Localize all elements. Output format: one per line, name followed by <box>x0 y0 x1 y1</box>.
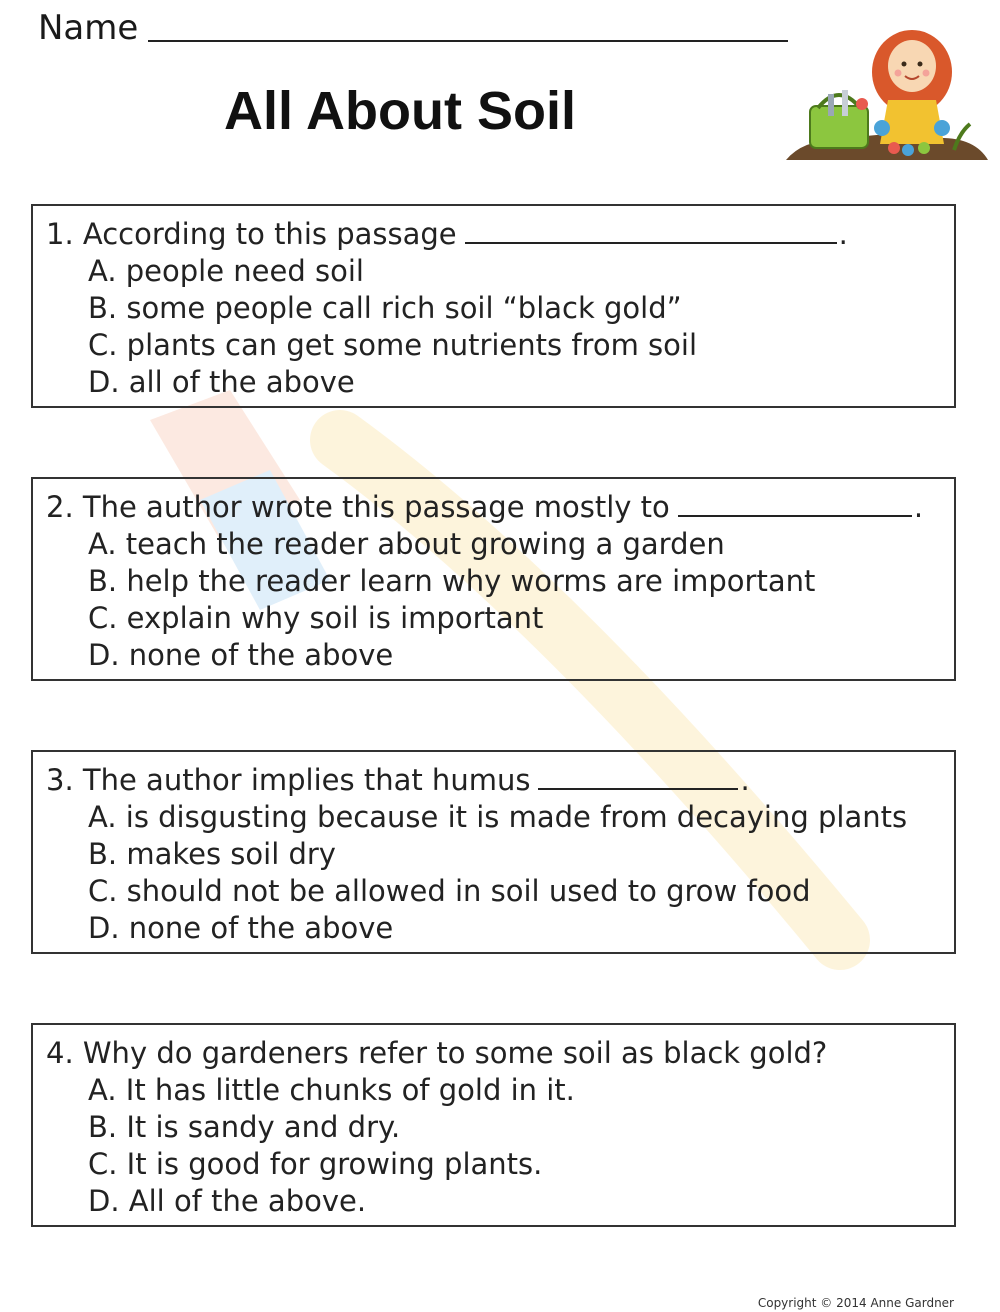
question-4-option-c[interactable]: C. It is good for growing plants. <box>88 1147 543 1181</box>
question-3-option-c[interactable]: C. should not be allowed in soil used to grow food <box>88 874 811 908</box>
question-4-option-b[interactable]: B. It is sandy and dry. <box>88 1110 401 1144</box>
gardener-clipart <box>784 20 990 165</box>
question-4-box <box>31 1023 956 1227</box>
question-2-option-d[interactable]: D. none of the above <box>88 638 394 672</box>
question-3-option-d[interactable]: D. none of the above <box>88 911 394 945</box>
question-2-option-b[interactable]: B. help the reader learn why worms are important <box>88 564 816 598</box>
question-1-option-c[interactable]: C. plants can get some nutrients from soil <box>88 328 698 362</box>
question-4-text: 4. Why do gardeners refer to some soil as black gold? <box>46 1036 828 1070</box>
name-row <box>38 6 788 50</box>
question-2-period: . <box>913 490 924 524</box>
question-3-answer-blank[interactable] <box>538 762 738 790</box>
question-1-text: 1. According to this passage <box>46 217 457 251</box>
question-2-box <box>31 477 956 681</box>
name-field[interactable] <box>148 40 788 42</box>
copyright-notice: Copyright © 2014 Anne Gardner <box>757 1296 954 1310</box>
question-1-option-a[interactable]: A. people need soil <box>88 254 364 288</box>
question-2-answer-blank[interactable] <box>678 489 912 517</box>
page-title: All About Soil <box>224 81 576 141</box>
question-1-option-b[interactable]: B. some people call rich soil “black gold” <box>88 291 682 325</box>
question-3-box <box>31 750 956 954</box>
question-3-text: 3. The author implies that humus <box>46 763 531 797</box>
question-3-option-b[interactable]: B. makes soil dry <box>88 837 336 871</box>
question-1-box <box>31 204 956 408</box>
question-3-stem <box>46 762 954 799</box>
question-2-text: 2. The author wrote this passage mostly to <box>46 490 670 524</box>
question-3-period: . <box>740 763 750 797</box>
question-1-stem <box>46 216 954 253</box>
question-2-option-c[interactable]: C. explain why soil is important <box>88 601 544 635</box>
name-label: Name <box>38 8 139 48</box>
question-1-period: . <box>838 217 848 251</box>
question-2-option-a[interactable]: A. teach the reader about growing a garden <box>88 527 725 561</box>
question-4-option-a[interactable]: A. It has little chunks of gold in it. <box>88 1073 575 1107</box>
question-3-option-a[interactable]: A. is disgusting because it is made from decaying plants <box>88 800 908 834</box>
question-2-stem <box>46 489 954 526</box>
question-1-answer-blank[interactable] <box>465 216 837 244</box>
question-4-stem <box>46 1035 954 1072</box>
question-4-option-d[interactable]: D. All of the above. <box>88 1184 367 1218</box>
question-1-option-d[interactable]: D. all of the above <box>88 365 355 399</box>
